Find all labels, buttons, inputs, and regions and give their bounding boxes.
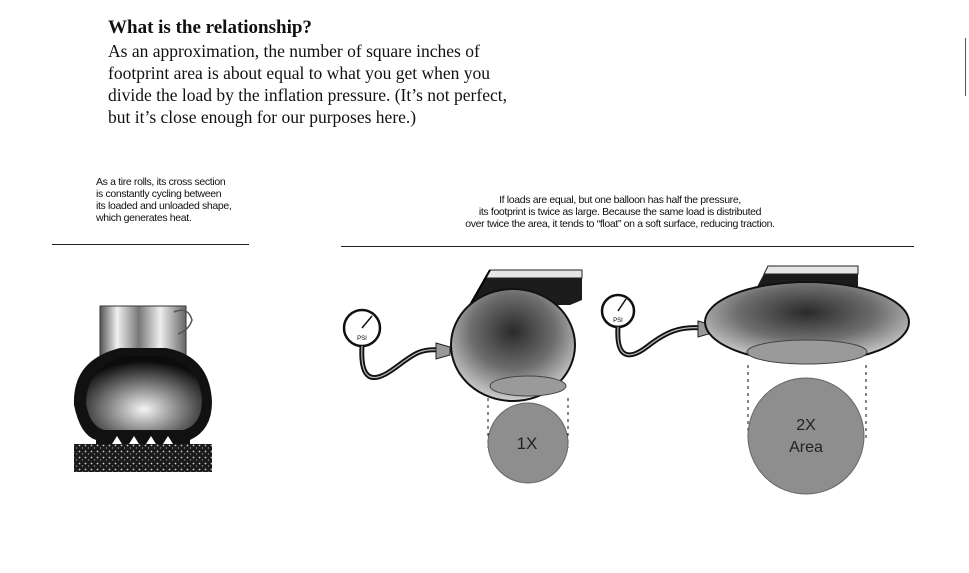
footprint-large-label-bottom: Area xyxy=(789,439,823,456)
caption-line: As a tire rolls, its cross section xyxy=(96,176,226,188)
balloon-icon xyxy=(705,282,909,364)
caption-line: over twice the area, it tends to “float” on a soft surface, reducing traction. xyxy=(465,218,775,230)
caption-line: which generates heat. xyxy=(96,212,192,224)
caption-line: its loaded and unloaded shape, xyxy=(96,200,232,212)
section-heading: What is the relationship? xyxy=(108,17,312,38)
pressure-gauge-icon xyxy=(602,295,712,355)
tire-cross-section-icon xyxy=(74,306,212,472)
footprint-large-label-top: 2X xyxy=(796,417,816,434)
body-line: footprint area is about equal to what you get when you xyxy=(108,63,490,83)
gauge-label: PSI xyxy=(613,318,623,324)
gauge-label: PSI xyxy=(357,336,367,342)
balloon-icon xyxy=(451,289,575,401)
caption-line: is constantly cycling between xyxy=(96,188,222,200)
body-line: As an approximation, the number of square inches of xyxy=(108,41,480,61)
pressure-gauge-icon xyxy=(344,310,450,378)
caption-line: If loads are equal, but one balloon has half the pressure, xyxy=(499,194,741,206)
body-line: but it’s close enough for our purposes here.) xyxy=(108,107,417,127)
caption-line: its footprint is twice as large. Because the same load is distributed xyxy=(478,206,762,218)
footprint-small-label: 1X xyxy=(516,434,538,453)
body-line: divide the load by the inflation pressure. (It’s not perfect, xyxy=(108,85,507,105)
footprint-large xyxy=(748,378,864,494)
